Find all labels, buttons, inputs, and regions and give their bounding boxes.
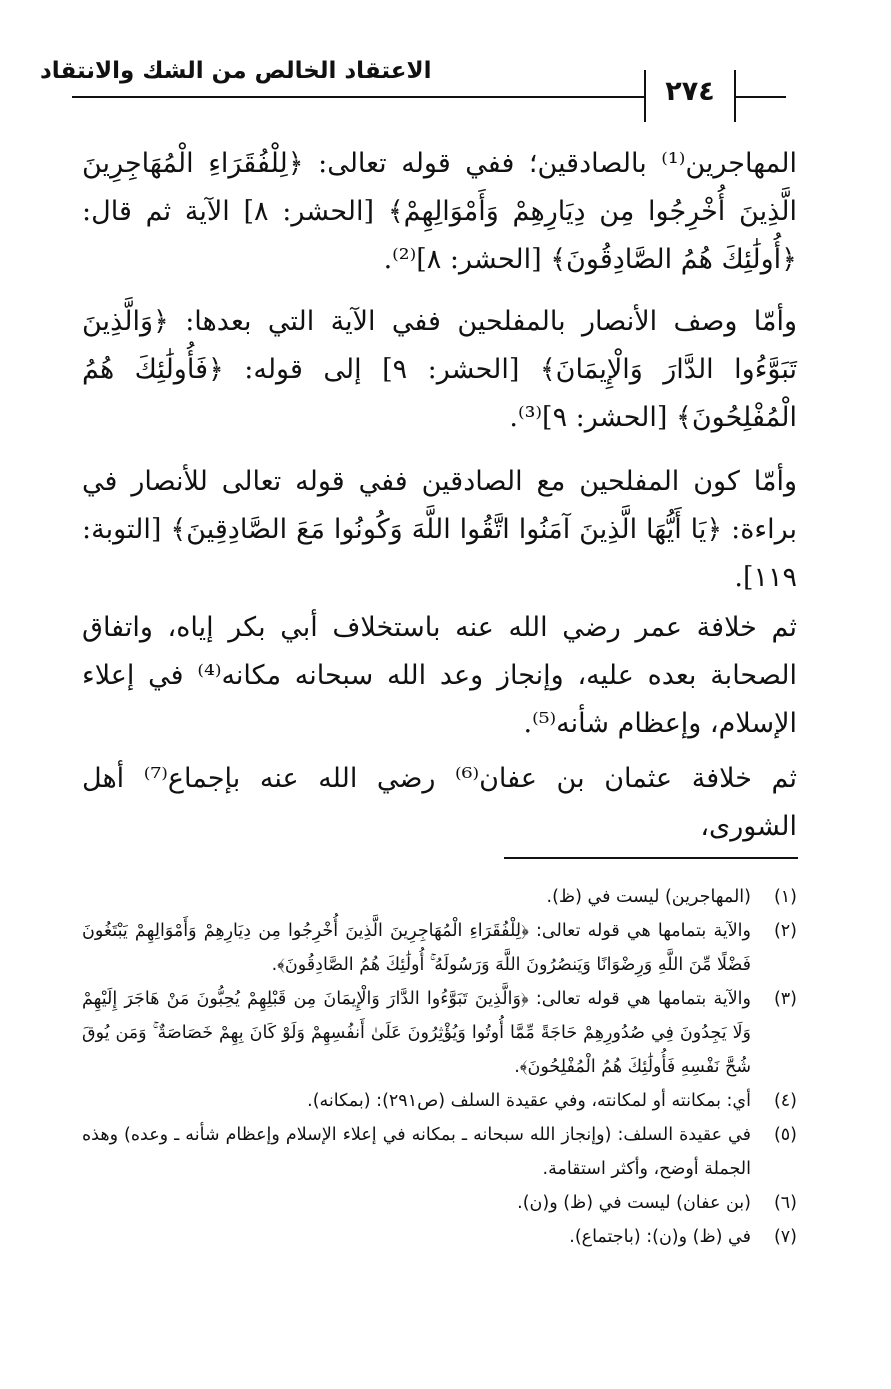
header-rule-left [72, 96, 644, 98]
footnote-number: (٥) [773, 1125, 797, 1145]
footnote-4 [82, 1084, 797, 1118]
footnote-2 [82, 914, 797, 982]
footnote-text: (المهاجرين) ليست في (ظ). [546, 887, 751, 907]
paragraph-uthman: ثم خلافة عثمان بن عفان⁽⁶⁾ رضي الله عنه بإجماع⁽⁷⁾ أهل الشورى، [82, 763, 797, 842]
footnote-text: والآية بتمامها هي قوله تعالى: ﴿وَالَّذِينَ تَبَوَّءُوا الدَّارَ وَالْإِيمَانَ مِن قَبْلِهِمْ يُحِبُّونَ مَنْ هَاجَرَ إِلَيْهِمْ وَلَا يَجِدُونَ فِي صُدُورِهِمْ حَاجَةً مِّمَّا أُوتُوا وَيُؤْثِرُونَ عَلَىٰ أَنفُسِهِمْ وَلَوْ كَانَ بِهِمْ خَصَاصَةٌ ۚ وَمَن يُوقَ شُحَّ نَفْسِهِ فَأُولَٰئِكَ هُمُ الْمُفْلِحُونَ﴾. [82, 989, 751, 1077]
footnote-number: (٤) [773, 1091, 797, 1111]
paragraph-muhajirin: المهاجرين⁽¹⁾ بالصادقين؛ ففي قوله تعالى: ﴿لِلْفُقَرَاءِ الْمُهَاجِرِينَ الَّذِينَ أُخْرِجُوا مِن دِيَارِهِمْ وَأَمْوَالِهِمْ﴾ [الحشر: ٨] الآية ثم قال: ﴿أُولَٰئِكَ هُمُ الصَّادِقُونَ﴾ [الحشر: ٨]⁽²⁾. [82, 148, 797, 275]
footnote-separator [504, 857, 798, 859]
paragraph-umar: ثم خلافة عمر رضي الله عنه باستخلاف أبي بكر إياه، واتفاق الصحابة بعده عليه، وإنجاز وعد الله سبحانه مكانه⁽⁴⁾ في إعلاء الإسلام، وإعظام شأنه⁽⁵⁾. [82, 612, 798, 739]
footnote-7 [82, 1220, 797, 1254]
footnote-text: في عقيدة السلف: (وإنجاز الله سبحانه ـ بمكانه في إعلاء الإسلام وإعظام شأنه ـ وعده) وهذه الجملة أوضح، وأكثر استقامة. [82, 1125, 751, 1179]
footnote-text: في (ظ) و(ن): (باجتماع). [569, 1227, 751, 1247]
footnote-number: (٢) [773, 921, 797, 941]
footnote-number: (٧) [773, 1227, 797, 1247]
header-page-box-left-bar [644, 70, 646, 122]
paragraph-ansar: وأمّا وصف الأنصار بالمفلحين ففي الآية التي بعدها: ﴿وَالَّذِينَ تَبَوَّءُوا الدَّارَ وَالْإِيمَانَ﴾ [الحشر: ٩] إلى قوله: ﴿فَأُولَٰئِكَ هُمُ الْمُفْلِحُونَ﴾ [الحشر: ٩]⁽³⁾. [82, 306, 797, 433]
footnote-number: (٣) [773, 989, 797, 1009]
footnote-number: (١) [773, 887, 797, 907]
footnote-text: والآية بتمامها هي قوله تعالى: ﴿لِلْفُقَرَاءِ الْمُهَاجِرِينَ الَّذِينَ أُخْرِجُوا مِن دِيَارِهِمْ وَأَمْوَالِهِمْ يَبْتَغُونَ فَضْلًا مِّنَ اللَّهِ وَرِضْوَانًا وَيَنصُرُونَ اللَّهَ وَرَسُولَهُ ۚ أُولَٰئِكَ هُمُ الصَّادِقُونَ﴾. [82, 921, 751, 975]
paragraph-baraa: وأمّا كون المفلحين مع الصادقين ففي قوله تعالى للأنصار في براءة: ﴿يَا أَيُّهَا الَّذِينَ آمَنُوا اتَّقُوا اللَّهَ وَكُونُوا مَعَ الصَّادِقِينَ﴾ [التوبة: ١١٩]. [82, 466, 797, 593]
footnote-5 [82, 1118, 797, 1186]
footnote-text: أي: بمكانته أو لمكانته، وفي عقيدة السلف (ص٢٩١): (بمكانه). [307, 1091, 751, 1111]
footnote-number: (٦) [773, 1193, 797, 1213]
running-header-title: الاعتقاد الخالص من الشك والانتقاد [40, 58, 432, 84]
footnotes [82, 880, 797, 1254]
footnote-text: (بن عفان) ليست في (ظ) و(ن). [517, 1193, 751, 1213]
footnote-1 [82, 880, 797, 914]
page-number: ٢٧٤ [665, 76, 715, 107]
footnote-6 [82, 1186, 797, 1220]
footnote-3 [82, 982, 797, 1084]
header-rule-right [734, 96, 786, 98]
